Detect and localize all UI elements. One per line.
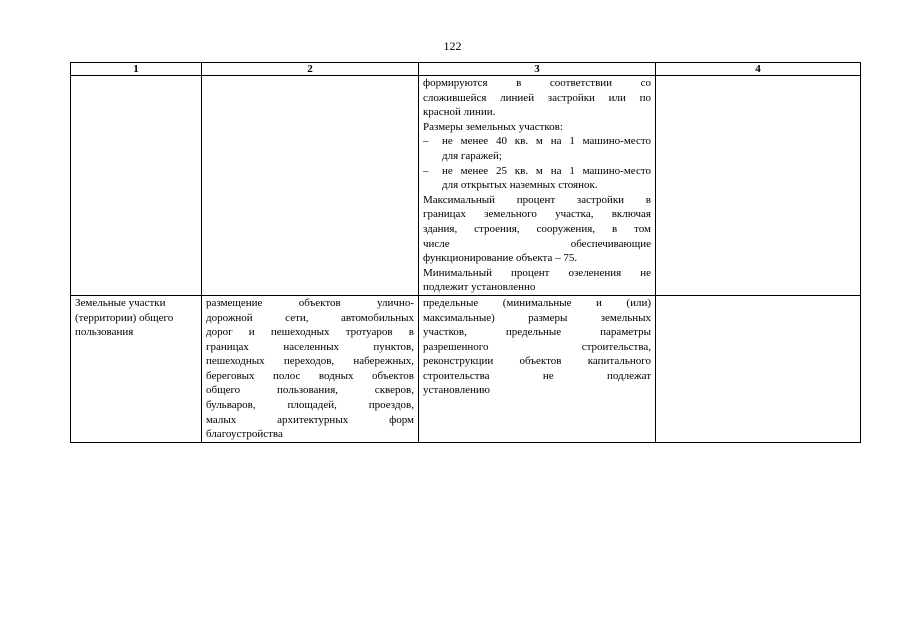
size-list-item [423,164,651,193]
row2-col3-line: строительства не подлежат [423,369,651,382]
row2-col3-line: реконструкции объектов капитального [423,355,651,368]
row2-col2-line: береговых полос водных объектов [206,369,414,382]
dash-bullet: – [423,135,429,148]
para2-last-line: функционирование объекта – 75. [423,252,578,265]
size-list-item [423,134,651,163]
row2-col1-line: Земельные участки [75,296,166,309]
row2-col2-line: пешеходных переходов, набережных, [206,355,414,368]
row2-col1-cell [71,295,202,442]
table-row [71,76,861,296]
item2-last-line: для открытых наземных стоянок. [442,179,598,192]
header-col-3: 3 [419,63,656,76]
row2-col3-line: разрешенного строительства, [423,340,651,353]
header-col-4: 4 [656,63,861,76]
row2-col3-line: участков, предельные параметры [423,326,651,339]
para2-line: границах земельного участка, включая [423,208,651,221]
sizes-title: Размеры земельных участков: [423,120,563,133]
regulations-table [70,62,861,443]
row2-col2-line: малых архитектурных форм [206,413,414,426]
table-row [71,295,861,442]
row2-col2-line: дорог и пешеходных тротуаров в [206,326,414,339]
header-col-2: 2 [202,63,419,76]
para2-line: здания, строения, сооружения, в том [423,222,651,235]
row2-col4-cell [656,295,861,442]
para1-last-line: красной линии. [423,106,496,119]
dash-bullet: – [423,164,429,177]
table-header-row [71,63,861,76]
row2-col1-line: пользования [75,326,134,339]
row1-col2-cell [202,76,419,296]
item1-line: не менее 40 кв. м на 1 машино-место [442,135,651,148]
para1-line: формируются в соответствии со [423,77,651,89]
row2-col2-cell [202,295,419,442]
row2-col2-line: дорожной сети, автомобильных [206,311,414,324]
row2-col2-line: общего пользования, скверов, [206,384,414,397]
header-col-1: 1 [71,63,202,76]
row2-col2-line: границах населенных пунктов, [206,340,414,353]
para3-last-line: подлежит установленно [423,281,536,294]
row2-col1-line: (территории) общего [75,311,174,324]
row1-col1-cell [71,76,202,296]
row1-col3-cell [419,76,656,296]
item1-last-line: для гаражей; [442,149,502,162]
row2-col3-cell [419,295,656,442]
para2-line: Максимальный процент застройки в [423,193,651,206]
row1-col4-cell [656,76,861,296]
para1-line: сложившейся линией застройки или по [423,91,651,104]
row2-col3-last-line: установлению [423,384,491,397]
row2-col3-line: предельные (минимальные и (или) [423,296,651,309]
row2-col3-line: максимальные) размеры земельных [423,311,651,324]
para3-line: Минимальный процент озеленения не [423,266,651,279]
item2-line: не менее 25 кв. м на 1 машино-место [442,164,651,177]
row2-col2-line: бульваров, площадей, проездов, [206,399,414,412]
page-number: 122 [443,39,462,53]
row2-col2-line: размещение объектов улично- [206,296,414,309]
para2-line: числе обеспечивающие [423,237,651,250]
row2-col2-last-line: благоустройства [206,428,283,441]
